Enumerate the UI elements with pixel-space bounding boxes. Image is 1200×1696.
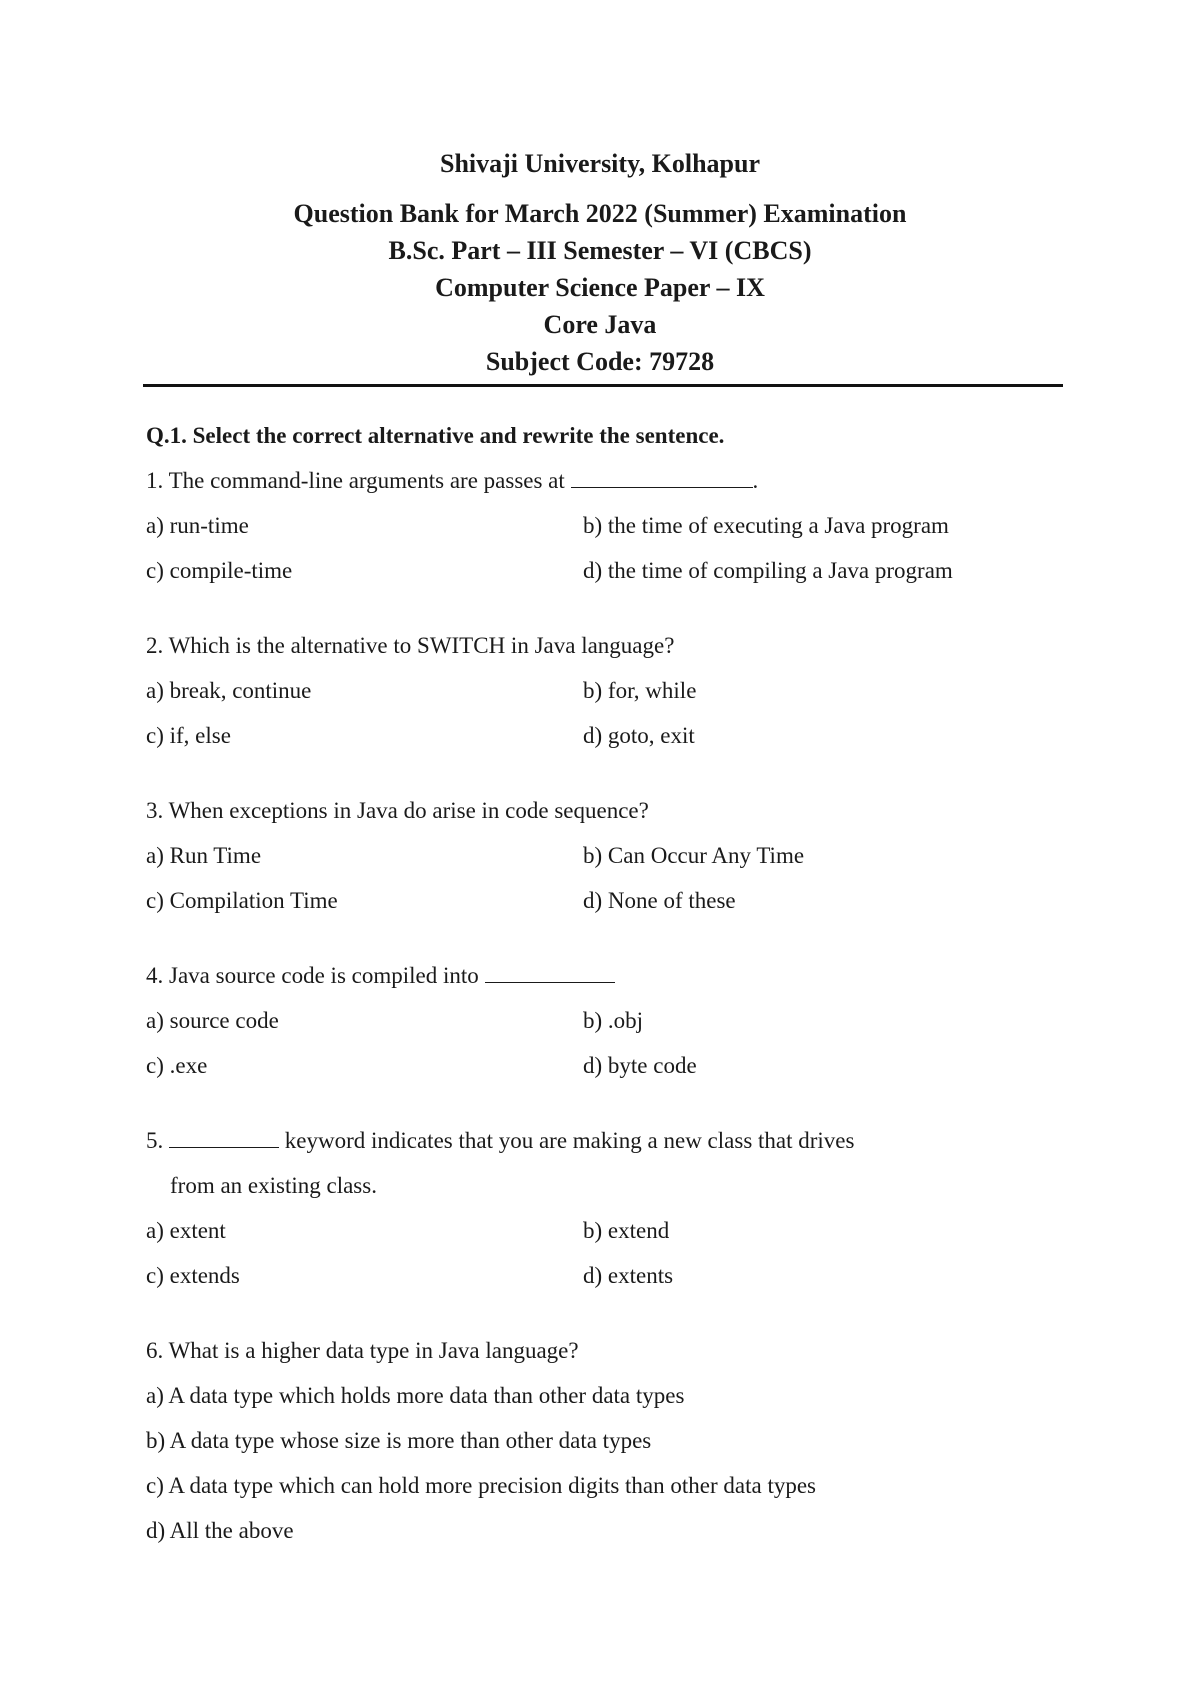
option-d: d) All the above bbox=[146, 1518, 294, 1543]
question-2 bbox=[146, 623, 1146, 758]
question-4 bbox=[146, 953, 1146, 1088]
option-b: b) Can Occur Any Time bbox=[583, 843, 805, 868]
question-lead: 4. Java source code is compiled into bbox=[146, 963, 479, 988]
option-c: c) A data type which can hold more precision digits than other data types bbox=[146, 1473, 817, 1498]
option-row bbox=[146, 998, 1146, 1043]
option-a: a) break, continue bbox=[146, 678, 312, 703]
option-a: a) run-time bbox=[146, 513, 249, 538]
question-text bbox=[146, 458, 1146, 503]
question-lead: 1. The command-line arguments are passes at bbox=[146, 468, 565, 493]
option-c: c) Compilation Time bbox=[146, 888, 338, 913]
option-b: b) .obj bbox=[583, 1008, 644, 1033]
answer-blank bbox=[485, 962, 615, 983]
option-b: b) the time of executing a Java program bbox=[583, 513, 949, 538]
question-section bbox=[146, 413, 1146, 1583]
subject-name: Core Java bbox=[543, 310, 657, 339]
question-6 bbox=[146, 1328, 1146, 1553]
university-name: Shivaji University, Kolhapur bbox=[440, 149, 760, 178]
header-divider bbox=[143, 384, 1063, 387]
option-d: d) byte code bbox=[583, 1053, 697, 1078]
option-b: b) for, while bbox=[583, 678, 697, 703]
question-1 bbox=[146, 458, 1146, 593]
question-tail: keyword indicates that you are making a new class that drives bbox=[284, 1128, 855, 1153]
question-5 bbox=[146, 1118, 1146, 1298]
option-a: a) A data type which holds more data than other data types bbox=[146, 1383, 685, 1408]
subject-code: Subject Code: 79728 bbox=[485, 347, 715, 376]
option-row bbox=[146, 668, 1146, 713]
question-continuation: from an existing class. bbox=[170, 1173, 377, 1198]
answer-blank bbox=[169, 1127, 279, 1148]
option-a: a) extent bbox=[146, 1218, 226, 1243]
question-text: 3. When exceptions in Java do arise in code sequence? bbox=[146, 798, 649, 823]
option-row bbox=[146, 1253, 1146, 1298]
document-header bbox=[0, 145, 1200, 182]
question-3 bbox=[146, 788, 1146, 923]
option-c: c) extends bbox=[146, 1263, 240, 1288]
question-text: 6. What is a higher data type in Java language? bbox=[146, 1338, 579, 1363]
section-instruction: Q.1. Select the correct alternative and rewrite the sentence. bbox=[146, 423, 725, 448]
option-row bbox=[146, 503, 1146, 548]
option-d: d) extents bbox=[583, 1263, 674, 1288]
question-lead: 5. bbox=[146, 1128, 164, 1153]
option-row bbox=[146, 833, 1146, 878]
question-tail: . bbox=[752, 468, 759, 493]
option-c: c) compile-time bbox=[146, 558, 293, 583]
option-row bbox=[146, 1043, 1146, 1088]
option-c: c) if, else bbox=[146, 723, 231, 748]
answer-blank bbox=[571, 467, 753, 488]
exam-title-block bbox=[0, 195, 1200, 380]
option-a: a) source code bbox=[146, 1008, 279, 1033]
course-line: B.Sc. Part – III Semester – VI (CBCS) bbox=[388, 236, 812, 265]
question-text bbox=[146, 953, 1146, 998]
option-d: d) goto, exit bbox=[583, 723, 695, 748]
paper-line: Computer Science Paper – IX bbox=[435, 273, 765, 302]
option-b: b) A data type whose size is more than other data types bbox=[146, 1428, 652, 1453]
option-row bbox=[146, 713, 1146, 758]
option-row bbox=[146, 1208, 1146, 1253]
option-b: b) extend bbox=[583, 1218, 670, 1243]
option-row bbox=[146, 548, 1146, 593]
option-d: d) the time of compiling a Java program bbox=[583, 558, 953, 583]
option-d: d) None of these bbox=[583, 888, 736, 913]
question-text: 2. Which is the alternative to SWITCH in Java language? bbox=[146, 633, 675, 658]
exam-title: Question Bank for March 2022 (Summer) Examination bbox=[293, 199, 907, 228]
option-c: c) .exe bbox=[146, 1053, 208, 1078]
question-text bbox=[146, 1118, 1146, 1163]
option-a: a) Run Time bbox=[146, 843, 262, 868]
option-row bbox=[146, 878, 1146, 923]
